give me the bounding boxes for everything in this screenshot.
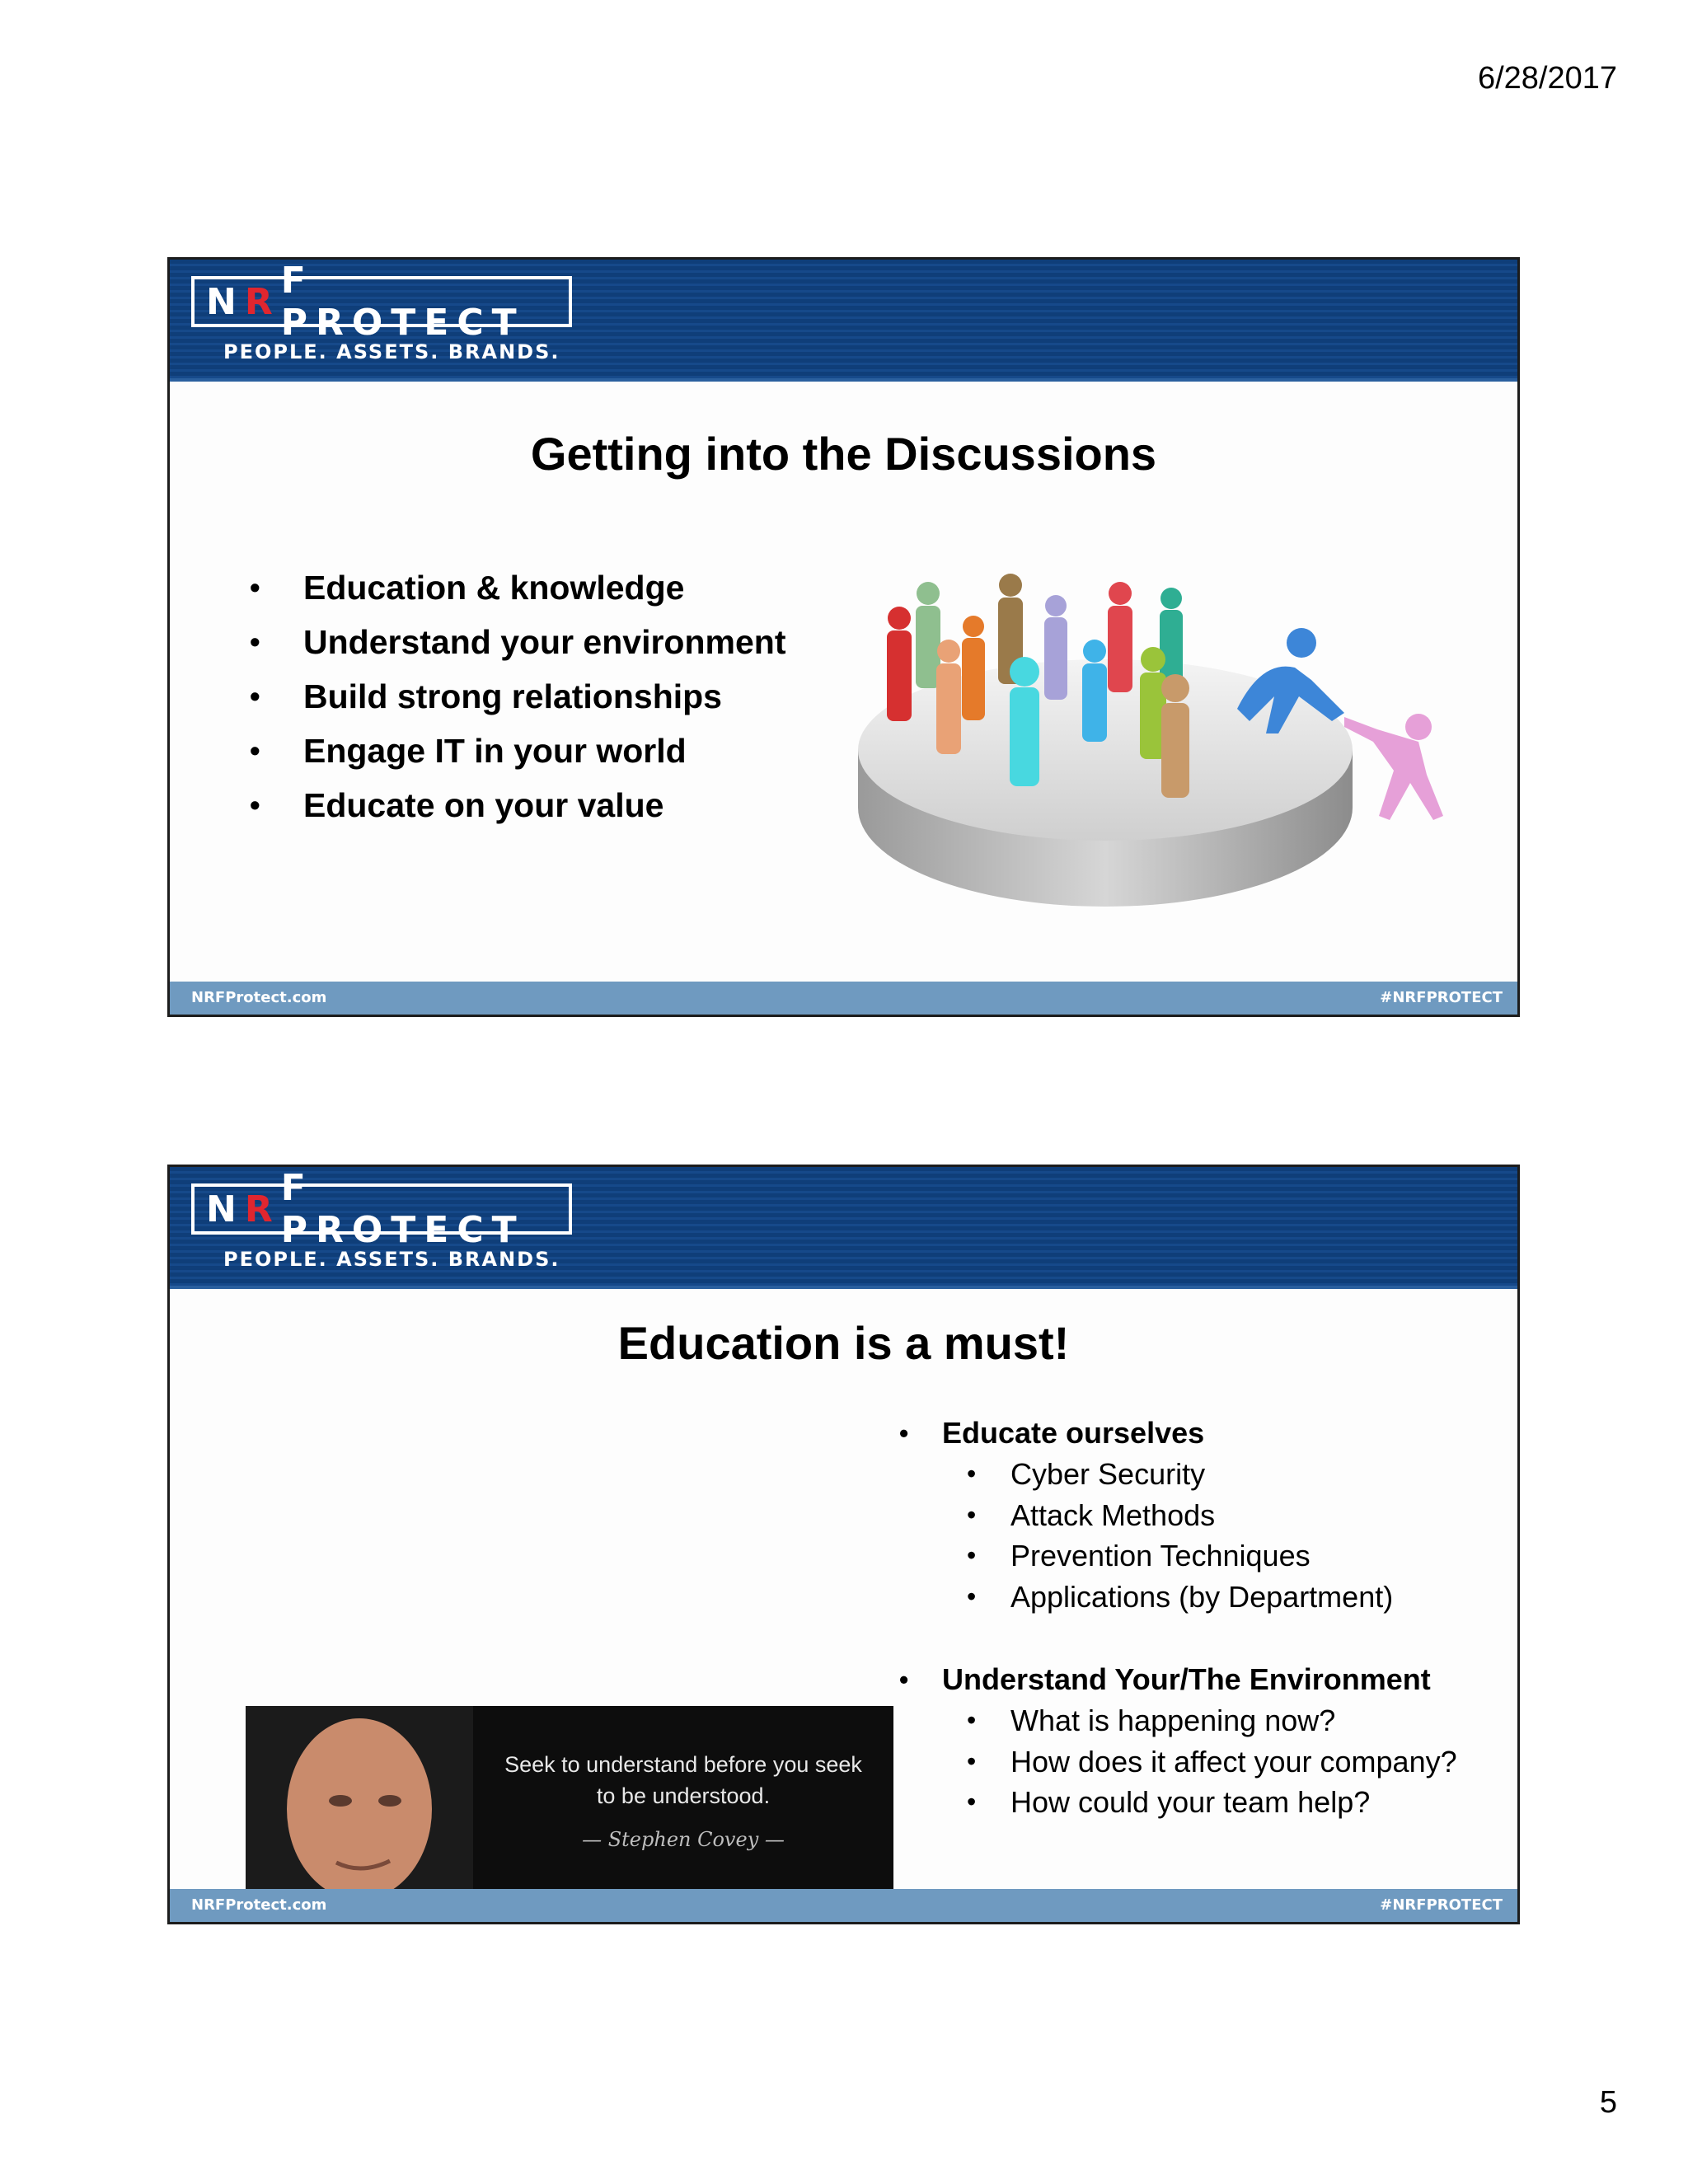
sub-bullet-item: • Applications (by Department) [899, 1577, 1393, 1618]
logo-tagline: PEOPLE. ASSETS. BRANDS. [223, 1248, 560, 1271]
slide-getting-into-discussions [167, 257, 1520, 1017]
slide-header [170, 1167, 1517, 1289]
page-date: 6/28/2017 [1477, 61, 1617, 96]
footer-hashtag: #NRFPROTECT [1380, 1896, 1503, 1914]
logo-letter-r: R [244, 280, 281, 323]
logo-tagline: PEOPLE. ASSETS. BRANDS. [223, 340, 560, 363]
sub-bullet-item: • Cyber Security [899, 1454, 1393, 1495]
sub-bullet-item: • Attack Methods [899, 1495, 1393, 1536]
section-educate-ourselves [899, 1413, 1393, 1617]
bullet-item: • Education & knowledge [250, 560, 785, 615]
bullet-item: • Build strong relationships [250, 669, 785, 724]
slide-footer [170, 1889, 1517, 1922]
section-heading: • Educate ourselves [899, 1413, 1393, 1454]
quote-text: Seek to understand before you seek to be understood. [504, 1752, 862, 1808]
bullet-item: • Understand your environment [250, 615, 785, 669]
page-number: 5 [1599, 2085, 1617, 2120]
footer-website: NRFProtect.com [191, 989, 327, 1006]
footer-website: NRFProtect.com [191, 1896, 327, 1914]
section-understand-environment [899, 1659, 1457, 1823]
footer-hashtag: #NRFPROTECT [1380, 989, 1503, 1006]
quote-author: — Stephen Covey — [582, 1828, 785, 1851]
nrf-protect-logo [191, 1167, 572, 1251]
nrf-protect-logo [191, 260, 572, 344]
bullet-list [250, 560, 785, 832]
sub-bullet-item: • Prevention Techniques [899, 1535, 1393, 1577]
slide-header [170, 260, 1517, 382]
sub-bullet-item: • What is happening now? [899, 1700, 1457, 1741]
sub-bullet-list [899, 1454, 1393, 1617]
logo-letter-n: N [206, 1188, 245, 1230]
slide-title: Education is a must! [617, 1317, 1070, 1369]
section-heading: • Understand Your/The Environment [899, 1659, 1457, 1700]
sub-bullet-list [899, 1700, 1457, 1823]
bullet-item: • Educate on your value [250, 778, 785, 832]
logo-letter-r: R [244, 1188, 281, 1230]
logo-letter-n: N [206, 280, 245, 323]
logo-text: F PROTECT [280, 260, 525, 344]
people-on-platform-illustration [850, 536, 1484, 923]
sub-bullet-item: • How does it affect your company? [899, 1741, 1457, 1783]
slide-education-is-a-must [167, 1165, 1520, 1924]
sub-bullet-item: • How could your team help? [899, 1782, 1457, 1823]
slide-title: Getting into the Discussions [530, 428, 1157, 480]
slide-footer [170, 982, 1517, 1015]
bullet-item: • Engage IT in your world [250, 724, 785, 778]
logo-text: F PROTECT [280, 1167, 525, 1251]
